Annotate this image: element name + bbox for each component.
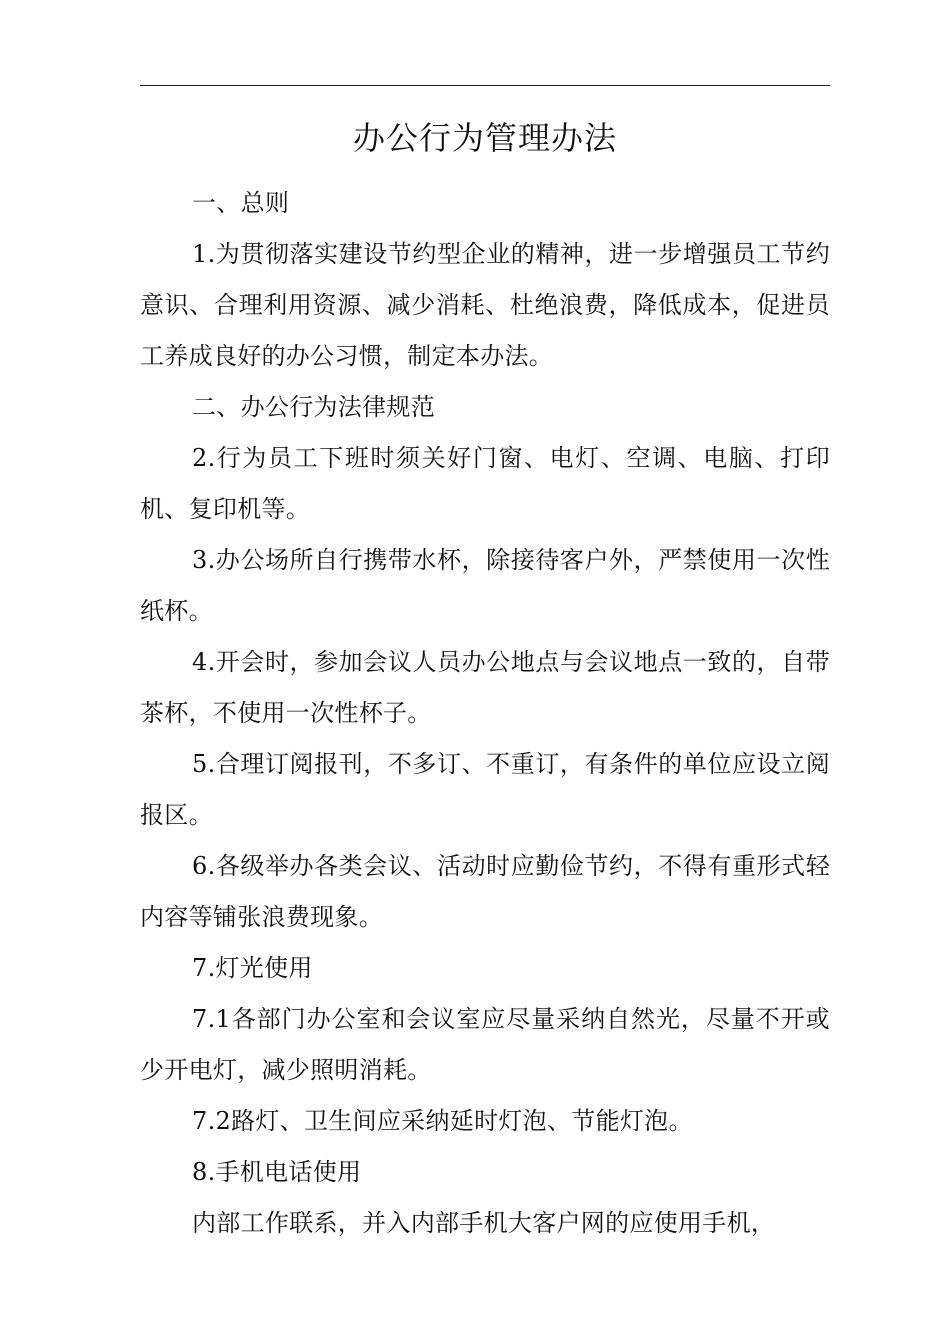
paragraph-7-heading: 7.灯光使用 — [192, 954, 313, 982]
paragraph-4: 4.开会时，参加会议人员办公地点与会议地点一致的，自带茶杯，不使用一次性杯子。 — [140, 648, 830, 727]
section-heading-general: 一、总则 — [192, 189, 290, 217]
paragraph-8-heading: 8.手机电话使用 — [192, 1158, 362, 1186]
paragraph-5: 5.合理订阅报刊，不多订、不重订，有条件的单位应设立阅报区。 — [140, 750, 830, 829]
section-heading-office-conduct: 二、办公行为法律规范 — [192, 393, 435, 421]
paragraph-2: 2.行为员工下班时须关好门窗、电灯、空调、电脑、打印机、复印机等。 — [140, 444, 830, 523]
document-body — [140, 178, 830, 1249]
paragraph-7-2: 7.2路灯、卫生间应采纳延时灯泡、节能灯泡。 — [192, 1107, 693, 1135]
paragraph-8-body: 内部工作联系，并入内部手机大客户网的应使用手机， — [192, 1209, 776, 1237]
header-rule — [140, 85, 830, 86]
paragraph-6: 6.各级举办各类会议、活动时应勤俭节约，不得有重形式轻内容等铺张浪费现象。 — [140, 852, 830, 931]
document-title: 办公行为管理办法 — [352, 119, 617, 157]
paragraph-7-1: 7.1各部门办公室和会议室应尽量采纳自然光，尽量不开或少开电灯，减少照明消耗。 — [140, 1005, 830, 1084]
paragraph-1: 1.为贯彻落实建设节约型企业的精神，进一步增强员工节约意识、合理利用资源、减少消耗、杜绝浪费，降低成本，促进员工养成良好的办公习惯，制定本办法。 — [140, 240, 830, 370]
paragraph-3: 3.办公场所自行携带水杯，除接待客户外，严禁使用一次性纸杯。 — [140, 546, 830, 625]
